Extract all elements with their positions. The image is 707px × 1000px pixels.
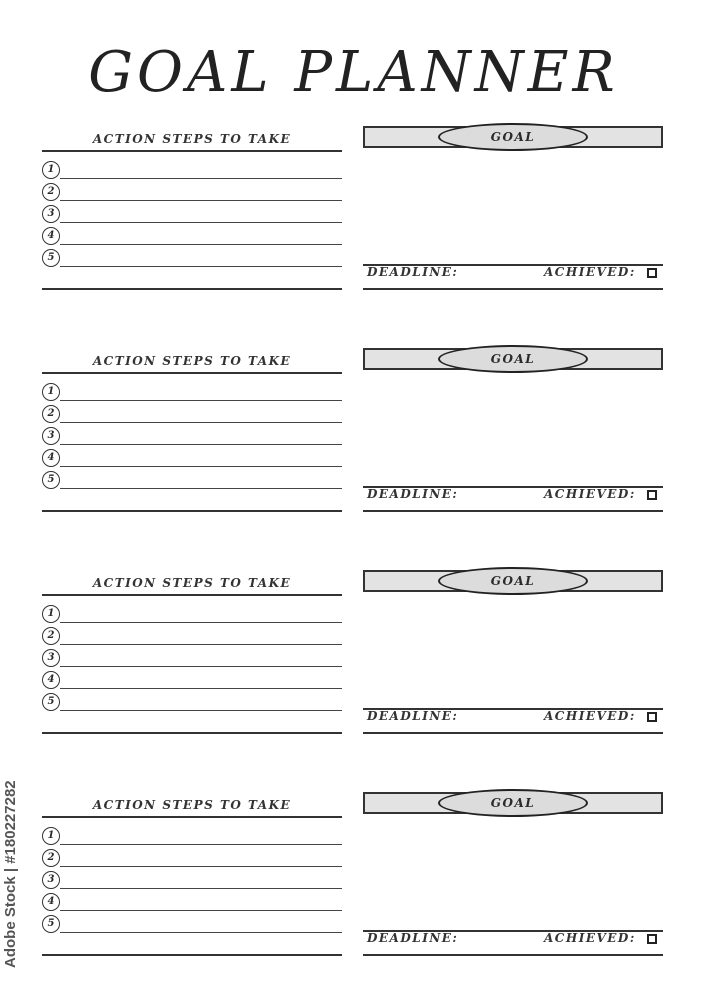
action-steps-heading: ACTION STEPS TO TAKE bbox=[92, 576, 292, 590]
action-steps-heading: ACTION STEPS TO TAKE bbox=[92, 354, 292, 368]
step-number: 2 bbox=[42, 849, 60, 867]
deadline-bottom-rule bbox=[363, 510, 663, 512]
action-steps-heading: ACTION STEPS TO TAKE bbox=[92, 798, 292, 812]
step-line[interactable] bbox=[60, 910, 342, 911]
step-line[interactable] bbox=[60, 200, 342, 201]
action-steps-heading: ACTION STEPS TO TAKE bbox=[92, 132, 292, 146]
step-number: 5 bbox=[42, 693, 60, 711]
achieved-checkbox[interactable] bbox=[647, 268, 657, 278]
step-number: 1 bbox=[42, 161, 60, 179]
step-number: 3 bbox=[42, 205, 60, 223]
step-line[interactable] bbox=[60, 488, 342, 489]
step-number: 1 bbox=[42, 605, 60, 623]
deadline-label: DEADLINE: bbox=[367, 487, 459, 501]
steps-top-rule bbox=[42, 594, 342, 596]
goal-label: GOAL bbox=[438, 345, 588, 373]
step-number: 2 bbox=[42, 183, 60, 201]
goal-block bbox=[0, 130, 707, 320]
stock-watermark: Adobe Stock | #180227282 bbox=[2, 780, 19, 968]
step-line[interactable] bbox=[60, 888, 342, 889]
goal-block bbox=[0, 352, 707, 542]
step-line[interactable] bbox=[60, 622, 342, 623]
step-line[interactable] bbox=[60, 466, 342, 467]
deadline-bottom-rule bbox=[363, 732, 663, 734]
step-number: 5 bbox=[42, 915, 60, 933]
step-number: 3 bbox=[42, 427, 60, 445]
steps-bottom-rule bbox=[42, 954, 342, 956]
steps-bottom-rule bbox=[42, 510, 342, 512]
achieved-checkbox[interactable] bbox=[647, 490, 657, 500]
achieved-label: ACHIEVED: bbox=[544, 931, 636, 945]
page-title: GOAL PLANNER bbox=[88, 40, 619, 105]
steps-bottom-rule bbox=[42, 732, 342, 734]
goal-label: GOAL bbox=[438, 123, 588, 151]
achieved-checkbox[interactable] bbox=[647, 712, 657, 722]
step-number: 4 bbox=[42, 671, 60, 689]
step-number: 2 bbox=[42, 627, 60, 645]
deadline-bottom-rule bbox=[363, 954, 663, 956]
step-line[interactable] bbox=[60, 244, 342, 245]
achieved-checkbox[interactable] bbox=[647, 934, 657, 944]
step-number: 4 bbox=[42, 449, 60, 467]
step-line[interactable] bbox=[60, 844, 342, 845]
steps-bottom-rule bbox=[42, 288, 342, 290]
step-line[interactable] bbox=[60, 400, 342, 401]
step-number: 5 bbox=[42, 471, 60, 489]
step-line[interactable] bbox=[60, 222, 342, 223]
step-number: 4 bbox=[42, 893, 60, 911]
step-line[interactable] bbox=[60, 444, 342, 445]
goal-label: GOAL bbox=[438, 789, 588, 817]
step-line[interactable] bbox=[60, 644, 342, 645]
step-number: 5 bbox=[42, 249, 60, 267]
step-line[interactable] bbox=[60, 710, 342, 711]
deadline-bottom-rule bbox=[363, 288, 663, 290]
steps-top-rule bbox=[42, 372, 342, 374]
deadline-label: DEADLINE: bbox=[367, 265, 459, 279]
achieved-label: ACHIEVED: bbox=[544, 709, 636, 723]
step-number: 1 bbox=[42, 827, 60, 845]
step-number: 3 bbox=[42, 871, 60, 889]
achieved-label: ACHIEVED: bbox=[544, 487, 636, 501]
step-line[interactable] bbox=[60, 422, 342, 423]
step-line[interactable] bbox=[60, 266, 342, 267]
step-line[interactable] bbox=[60, 178, 342, 179]
steps-top-rule bbox=[42, 816, 342, 818]
step-number: 1 bbox=[42, 383, 60, 401]
deadline-label: DEADLINE: bbox=[367, 931, 459, 945]
step-number: 3 bbox=[42, 649, 60, 667]
step-number: 2 bbox=[42, 405, 60, 423]
step-number: 4 bbox=[42, 227, 60, 245]
goal-block bbox=[0, 574, 707, 764]
goal-label: GOAL bbox=[438, 567, 588, 595]
step-line[interactable] bbox=[60, 666, 342, 667]
steps-top-rule bbox=[42, 150, 342, 152]
goal-block bbox=[0, 796, 707, 986]
step-line[interactable] bbox=[60, 932, 342, 933]
step-line[interactable] bbox=[60, 688, 342, 689]
deadline-label: DEADLINE: bbox=[367, 709, 459, 723]
step-line[interactable] bbox=[60, 866, 342, 867]
achieved-label: ACHIEVED: bbox=[544, 265, 636, 279]
